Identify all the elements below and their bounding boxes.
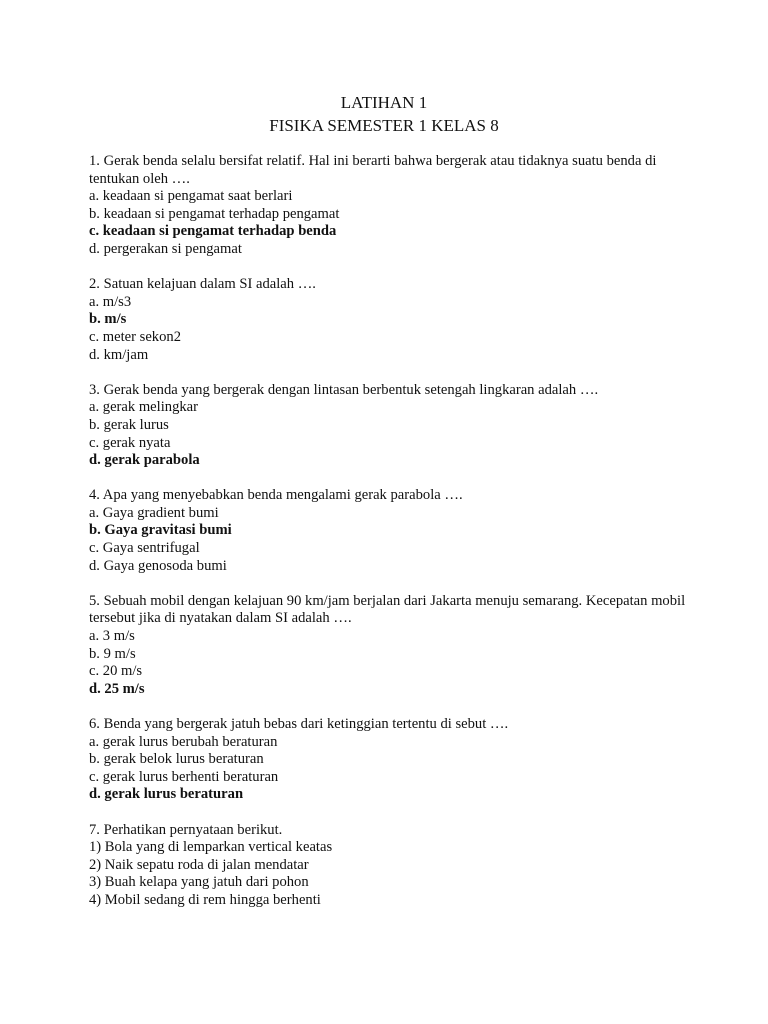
correct-answer-option: b. m/s <box>89 311 127 328</box>
question-text: 6. Benda yang bergerak jatuh bebas dari ketinggian tertentu di sebut …. <box>89 716 509 732</box>
question-4 <box>89 487 689 575</box>
answer-option: a. 3 m/s <box>89 628 135 645</box>
question-text: 3. Gerak benda yang bergerak dengan lintasan berbentuk setengah lingkaran adalah …. <box>89 381 599 398</box>
correct-answer-option: b. Gaya gravitasi bumi <box>89 522 232 539</box>
question-7 <box>89 822 689 910</box>
question-text: 2. Satuan kelajuan dalam SI adalah …. <box>89 276 316 293</box>
question-text: 1. Gerak benda selalu bersifat relatif. Hal ini berarti bahwa bergerak atau tidaknya suatu benda di tentukan oleh …. <box>89 153 657 187</box>
answer-option: c. meter sekon2 <box>89 328 181 345</box>
answer-option: d. km/jam <box>89 346 149 363</box>
answer-option: b. 9 m/s <box>89 645 136 662</box>
page-subtitle: FISIKA SEMESTER 1 KELAS 8 <box>269 116 499 135</box>
answer-option: d. pergerakan si pengamat <box>89 240 242 257</box>
answer-option: d. Gaya genosoda bumi <box>89 557 227 574</box>
correct-answer-option: d. gerak parabola <box>89 452 200 469</box>
answer-option: c. 20 m/s <box>89 663 143 680</box>
answer-option: b. gerak belok lurus beraturan <box>89 751 264 768</box>
answer-option: b. gerak lurus <box>89 416 169 433</box>
answer-option: c. Gaya sentrifugal <box>89 540 200 557</box>
answer-option: a. m/s3 <box>89 293 132 310</box>
question-1 <box>89 153 689 259</box>
question-6 <box>89 716 689 804</box>
correct-answer-option: d. gerak lurus beraturan <box>89 786 244 803</box>
answer-option: c. gerak nyata <box>89 434 171 451</box>
question-3 <box>89 382 689 470</box>
correct-answer-option: d. 25 m/s <box>89 680 145 697</box>
answer-option: b. keadaan si pengamat terhadap pengamat <box>89 205 340 222</box>
question-text: 7. Perhatikan pernyataan berikut. <box>89 821 283 838</box>
answer-option: a. gerak lurus berubah beraturan <box>89 733 278 750</box>
question-text: 4. Apa yang menyebabkan benda mengalami gerak parabola …. <box>89 487 463 504</box>
answer-option: a. gerak melingkar <box>89 399 198 416</box>
answer-option: 1) Bola yang di lemparkan vertical keatas <box>89 839 333 856</box>
answer-option: a. Gaya gradient bumi <box>89 504 219 521</box>
correct-answer-option: c. keadaan si pengamat terhadap benda <box>89 223 337 240</box>
page-title: LATIHAN 1 <box>340 93 428 112</box>
answer-option: 4) Mobil sedang di rem hingga berhenti <box>89 891 321 908</box>
question-5 <box>89 593 689 699</box>
question-list <box>89 153 689 927</box>
question-text: 5. Sebuah mobil dengan kelajuan 90 km/jam berjalan dari Jakarta menuju semarang. Kecepatan mobil tersebut jika di nyatakan dalam SI adalah …. <box>89 592 686 627</box>
answer-option: 3) Buah kelapa yang jatuh dari pohon <box>89 874 309 891</box>
answer-option: a. keadaan si pengamat saat berlari <box>89 188 293 205</box>
question-2 <box>89 276 689 364</box>
answer-option: c. gerak lurus berhenti beraturan <box>89 768 279 785</box>
answer-option: 2) Naik sepatu roda di jalan mendatar <box>89 856 309 873</box>
